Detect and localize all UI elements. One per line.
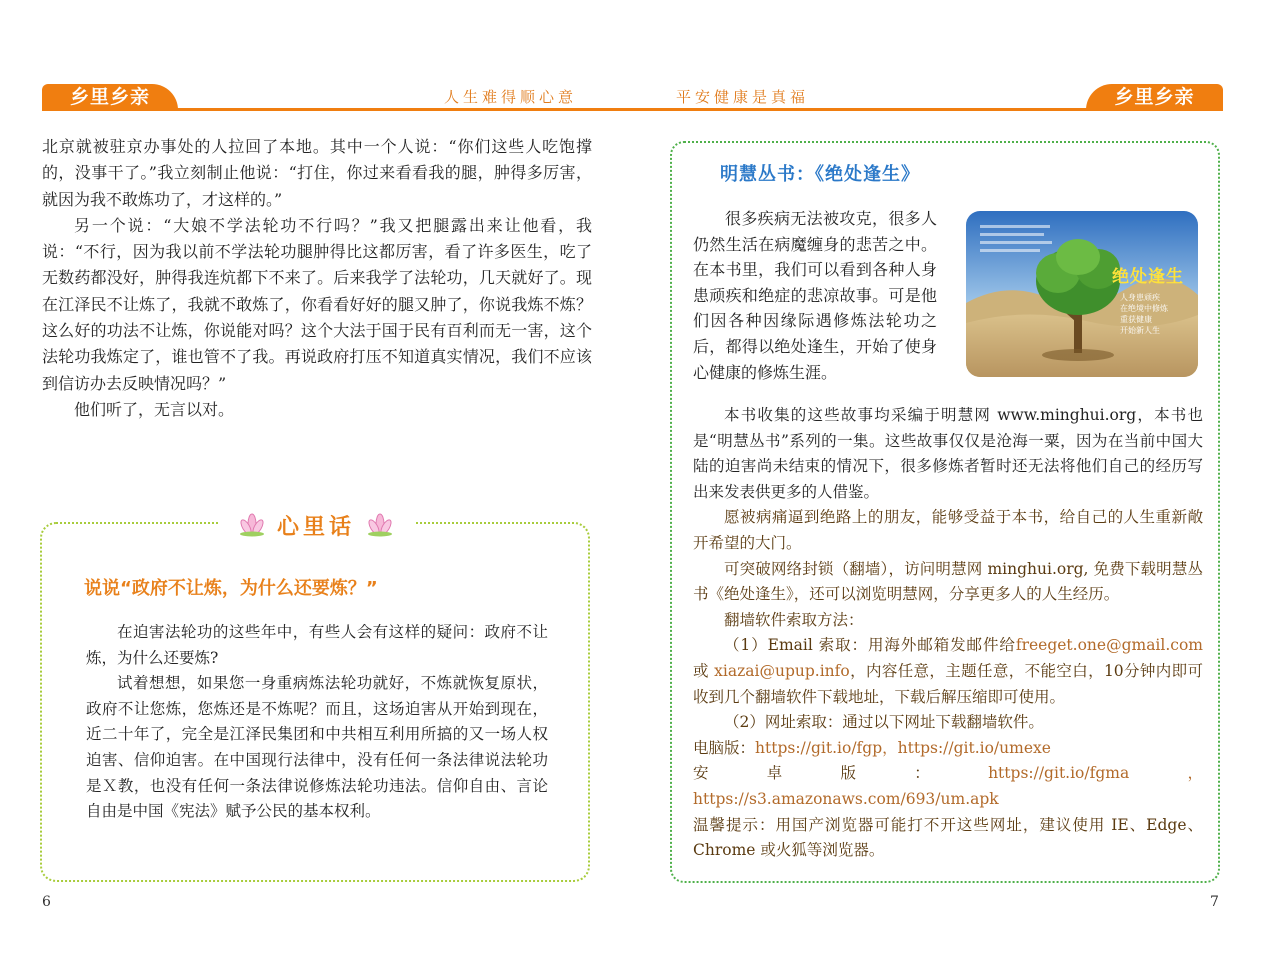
lotus-icon — [365, 512, 395, 538]
email-link[interactable]: freeget.one@gmail.com — [1015, 636, 1203, 655]
detail-paragraph: 翻墙软件索取方法： — [724, 610, 864, 629]
book-title: 明慧丛书：《绝处逢生》 — [720, 164, 920, 185]
box-heading: 说说“政府不让炼，为什么还要炼？” — [84, 578, 378, 599]
left-page-body — [42, 134, 592, 423]
intro-paragraph: 很多疾病无法被攻克，很多人仍然生活在病魔缠身的悲苦之中。在本书里，我们可以看到各种人身患顽疾和绝症的悲凉故事。可是他们因各种因缘际遇修炼法轮功之后，都得以绝处逢生，开始了使身心健康的修炼生涯。 — [693, 209, 937, 382]
box-title: 心里话 — [276, 514, 355, 540]
body-paragraph: 他们听了，无言以对。 — [74, 399, 235, 419]
email-instructions: （1）Email 索取：用海外邮箱发邮件给freeget.one@gmail.com 或 xiazai@upup.info，内容任意，主题任意，不能空白，10分钟内即可收到几个翻墙软件下载地址，下载后解压缩即可使用。 — [693, 636, 1203, 706]
page-number-left: 6 — [42, 894, 51, 910]
cover-subtitle-lines: 人身患顽疾 在绝境中修炼 重获健康 开始新人生 — [1120, 293, 1168, 335]
box-paragraph: 在迫害法轮功的这些年中，有些人会有这样的疑问：政府不让炼，为什么还要炼? — [86, 623, 548, 667]
book-intro — [693, 206, 937, 385]
detail-paragraph: 本书收集的这些故事均采编于明慧网 www.minghui.org，本书也是“明慧丛书”系列的一集。这些故事仅仅是沧海一粟，因为在当前中国大陆的迫害尚未结束的情况下，很多修炼者暂时还无法将他们自己的经历写出来发表供更多的人借鉴。 — [693, 406, 1203, 501]
header-slogan-left: 人生难得顺心意 — [444, 88, 578, 106]
body-paragraph: 另一个说：“大娘不学法轮功不行吗？”我又把腿露出来让他看，我说：“不行，因为我以前不学法轮功腿肿得比这都厉害，看了许多医生，吃了无数药都没好，肿得我连炕都下不来了。后来我学了法轮功，几天就好了。现在江泽民不让炼了，我就不敢炼了，你看看好好的腿又肿了，你说我炼不炼？这么好的功法不让炼，你说能对吗？这个大法于国于民有百利而无一害，这个法轮功我炼定了，谁也管不了我。再说政府打压不知道真实情况，我们不应该到信访办去反映情况吗？” — [42, 215, 592, 393]
download-link[interactable]: https://git.io/fgp，https://git.io/umexe — [755, 738, 1051, 757]
body-paragraph: 北京就被驻京办事处的人拉回了本地。其中一个人说：“你们这些人吃饱撑的，没事干了。”我立刻制止他说：“打住，你过来看看我的腿，肿得多厉害，就因为我不敢炼功了，才这样的。” — [42, 137, 592, 209]
section-tab-left: 乡里乡亲 — [42, 84, 178, 110]
detail-paragraph: 愿被病痛逼到绝路上的朋友，能够受益于本书，给自己的人生重新敞开希望的大门。 — [693, 508, 1203, 552]
box-paragraph: 试着想想，如果您一身重病炼法轮功就好，不炼就恢复原状，政府不让您炼，您炼还是不炼呢？而且，这场迫害从开始到现在，近二十年了，完全是江泽民集团和中共相互利用所搞的又一场人权迫害、信仰迫害。在中国现行法律中，没有任何一条法律说法轮功是Ｘ教，也没有任何一条法律说修炼法轮功违法。信仰自由、言论自由是中国《宪法》赋予公民的基本权利。 — [86, 674, 548, 821]
detail-paragraph: （2）网址索取：通过以下网址下载翻墙软件。 — [724, 713, 1044, 732]
detail-paragraph: 可突破网络封锁（翻墙），访问明慧网 minghui.org, 免费下载明慧丛书《绝处逢生》，还可以浏览明慧网，分享更多人的人生经历。 — [693, 559, 1203, 604]
box-body — [86, 620, 548, 825]
header-slogan-right: 平安健康是真福 — [676, 88, 810, 106]
box-title-group — [218, 508, 414, 542]
pc-download-line: 电脑版：https://git.io/fgp，https://git.io/umexe — [693, 738, 1051, 757]
section-tab-right: 乡里乡亲 — [1086, 84, 1223, 110]
book-details — [693, 403, 1203, 864]
tip-line: 温馨提示：用国产浏览器可能打不开这些网址，建议使用 IE、Edge、Chrome 或火狐等浏览器。 — [693, 815, 1203, 860]
lotus-icon — [237, 512, 267, 538]
header-rule — [42, 108, 1223, 111]
page-number-right: 7 — [1210, 894, 1219, 910]
cover-title: 绝处逢生 — [1112, 267, 1184, 287]
email-link[interactable]: xiazai@upup.info — [714, 661, 850, 680]
download-link[interactable]: https://git.io/fgma，https://s3.amazonaws.com/693/um.apk — [693, 764, 1203, 808]
android-download-line: 安卓版：https://git.io/fgma，https://s3.amazonaws.com/693/um.apk — [693, 764, 1203, 808]
